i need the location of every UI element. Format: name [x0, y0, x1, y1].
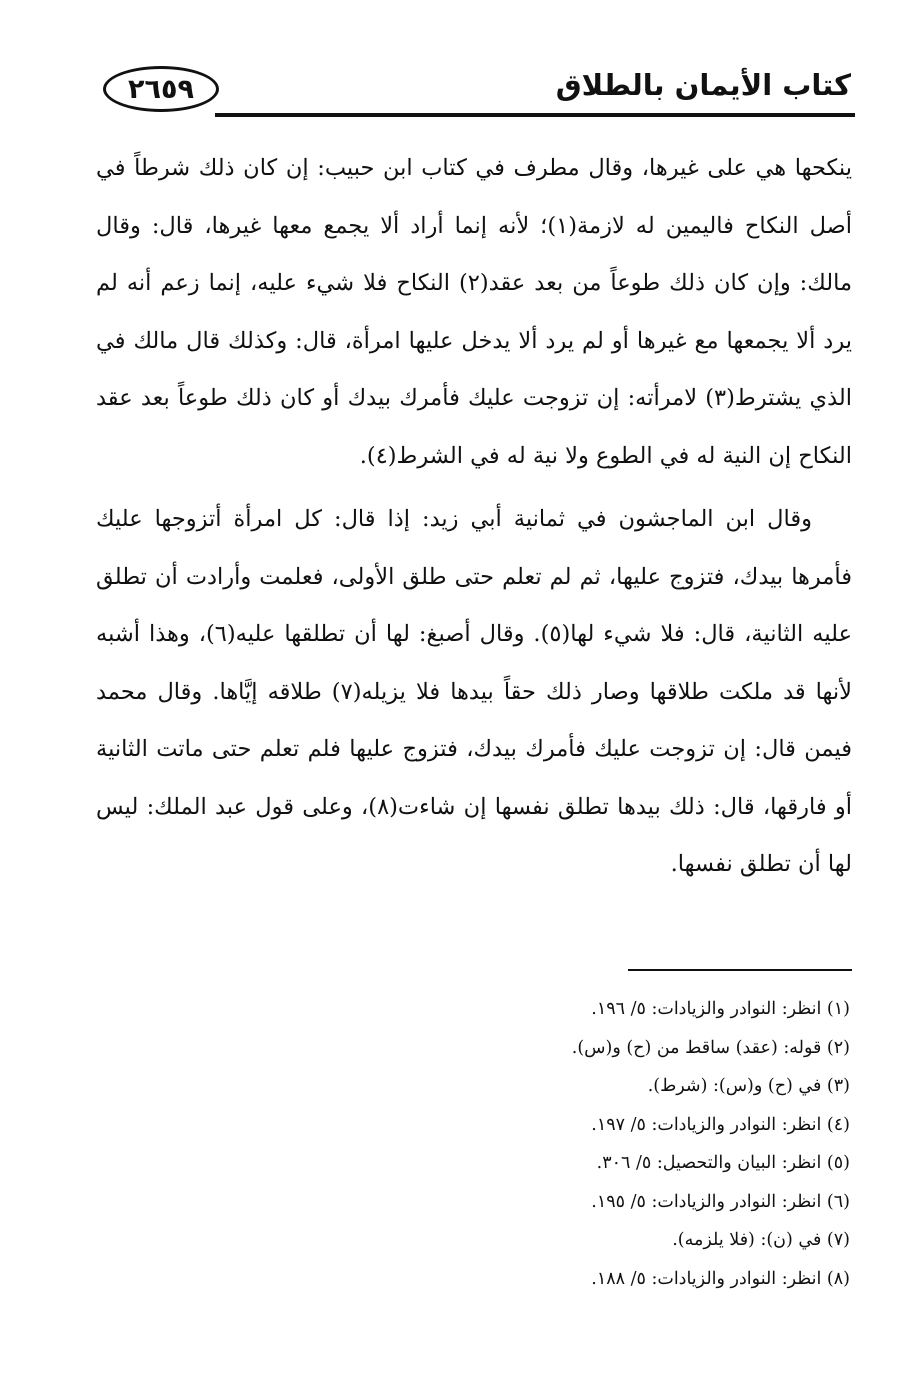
- footnote-separator: [628, 969, 852, 971]
- page-header: [103, 60, 855, 120]
- main-text: [96, 140, 852, 894]
- footnotes: [150, 990, 850, 1298]
- footnote: (٣) في (ح) و(س): (شرط).: [647, 1076, 850, 1096]
- footnote: (٤) انظر: النوادر والزيادات: ٥/ ١٩٧.: [591, 1114, 850, 1135]
- footnote: (٥) انظر: البيان والتحصيل: ٥/ ٣٠٦.: [596, 1153, 850, 1173]
- footnote: (٢) قوله: (عقد) ساقط من (ح) و(س).: [571, 1037, 850, 1058]
- page-number: ٢٦٥٩: [103, 66, 219, 112]
- paragraph: وقال ابن الماجشون في ثمانية أبي زيد: إذا قال: كل امرأة أتزوجها عليك فأمرها بيدك، فتزوج عليها، ثم لم تعلم حتى طلق الأولى، فعلمت وأرادت أن تطلق عليه الثانية، قال: فلا شيء لها(٥). وقال أصبغ: لها أن تطلقها عليه(٦)، وهذا أشبه لأنها قد ملكت طلاقها وصار ذلك حقاً بيدها فلا يزيله(٧) طلاقه إيَّاها. وقال محمد فيمن قال: إن تزوجت عليك فأمرك بيدك، فتزوج عليها فلم تعلم حتى ماتت الثانية أو فارقها، قال: ذلك بيدها تطلق نفسها إن شاءت(٨)، وعلى قول عبد الملك: ليس لها أن تطلق نفسها.: [96, 506, 853, 877]
- footnote: (٦) انظر: النوادر والزيادات: ٥/ ١٩٥.: [591, 1191, 850, 1212]
- footnote: (١) انظر: النوادر والزيادات: ٥/ ١٩٦.: [591, 999, 850, 1019]
- header-rule: [215, 113, 855, 117]
- chapter-title: كتاب الأيمان بالطلاق: [555, 68, 851, 102]
- footnote: (٨) انظر: النوادر والزيادات: ٥/ ١٨٨.: [591, 1268, 850, 1289]
- paragraph: ينكحها هي على غيرها، وقال مطرف في كتاب ابن حبيب: إن كان ذلك شرطاً في أصل النكاح فاليمين له لازمة(١)؛ لأنه إنما أراد ألا يجمع معها غيرها، قال: وقال مالك: وإن كان ذلك طوعاً من بعد عقد(٢) النكاح فلا شيء عليه، إنما زعم أنه لم يرد ألا يجمعها مع غيرها أو لم يرد ألا يدخل عليها امرأة، قال: وكذلك قال مالك في الذي يشترط(٣) لامرأته: إن تزوجت عليك فأمرك بيدك أو كان ذلك طوعاً بعد عقد النكاح إن النية له في الطوع ولا نية له في الشرط(٤).: [96, 155, 852, 469]
- footnote: (٧) في (ن): (فلا يلزمه).: [672, 1230, 850, 1250]
